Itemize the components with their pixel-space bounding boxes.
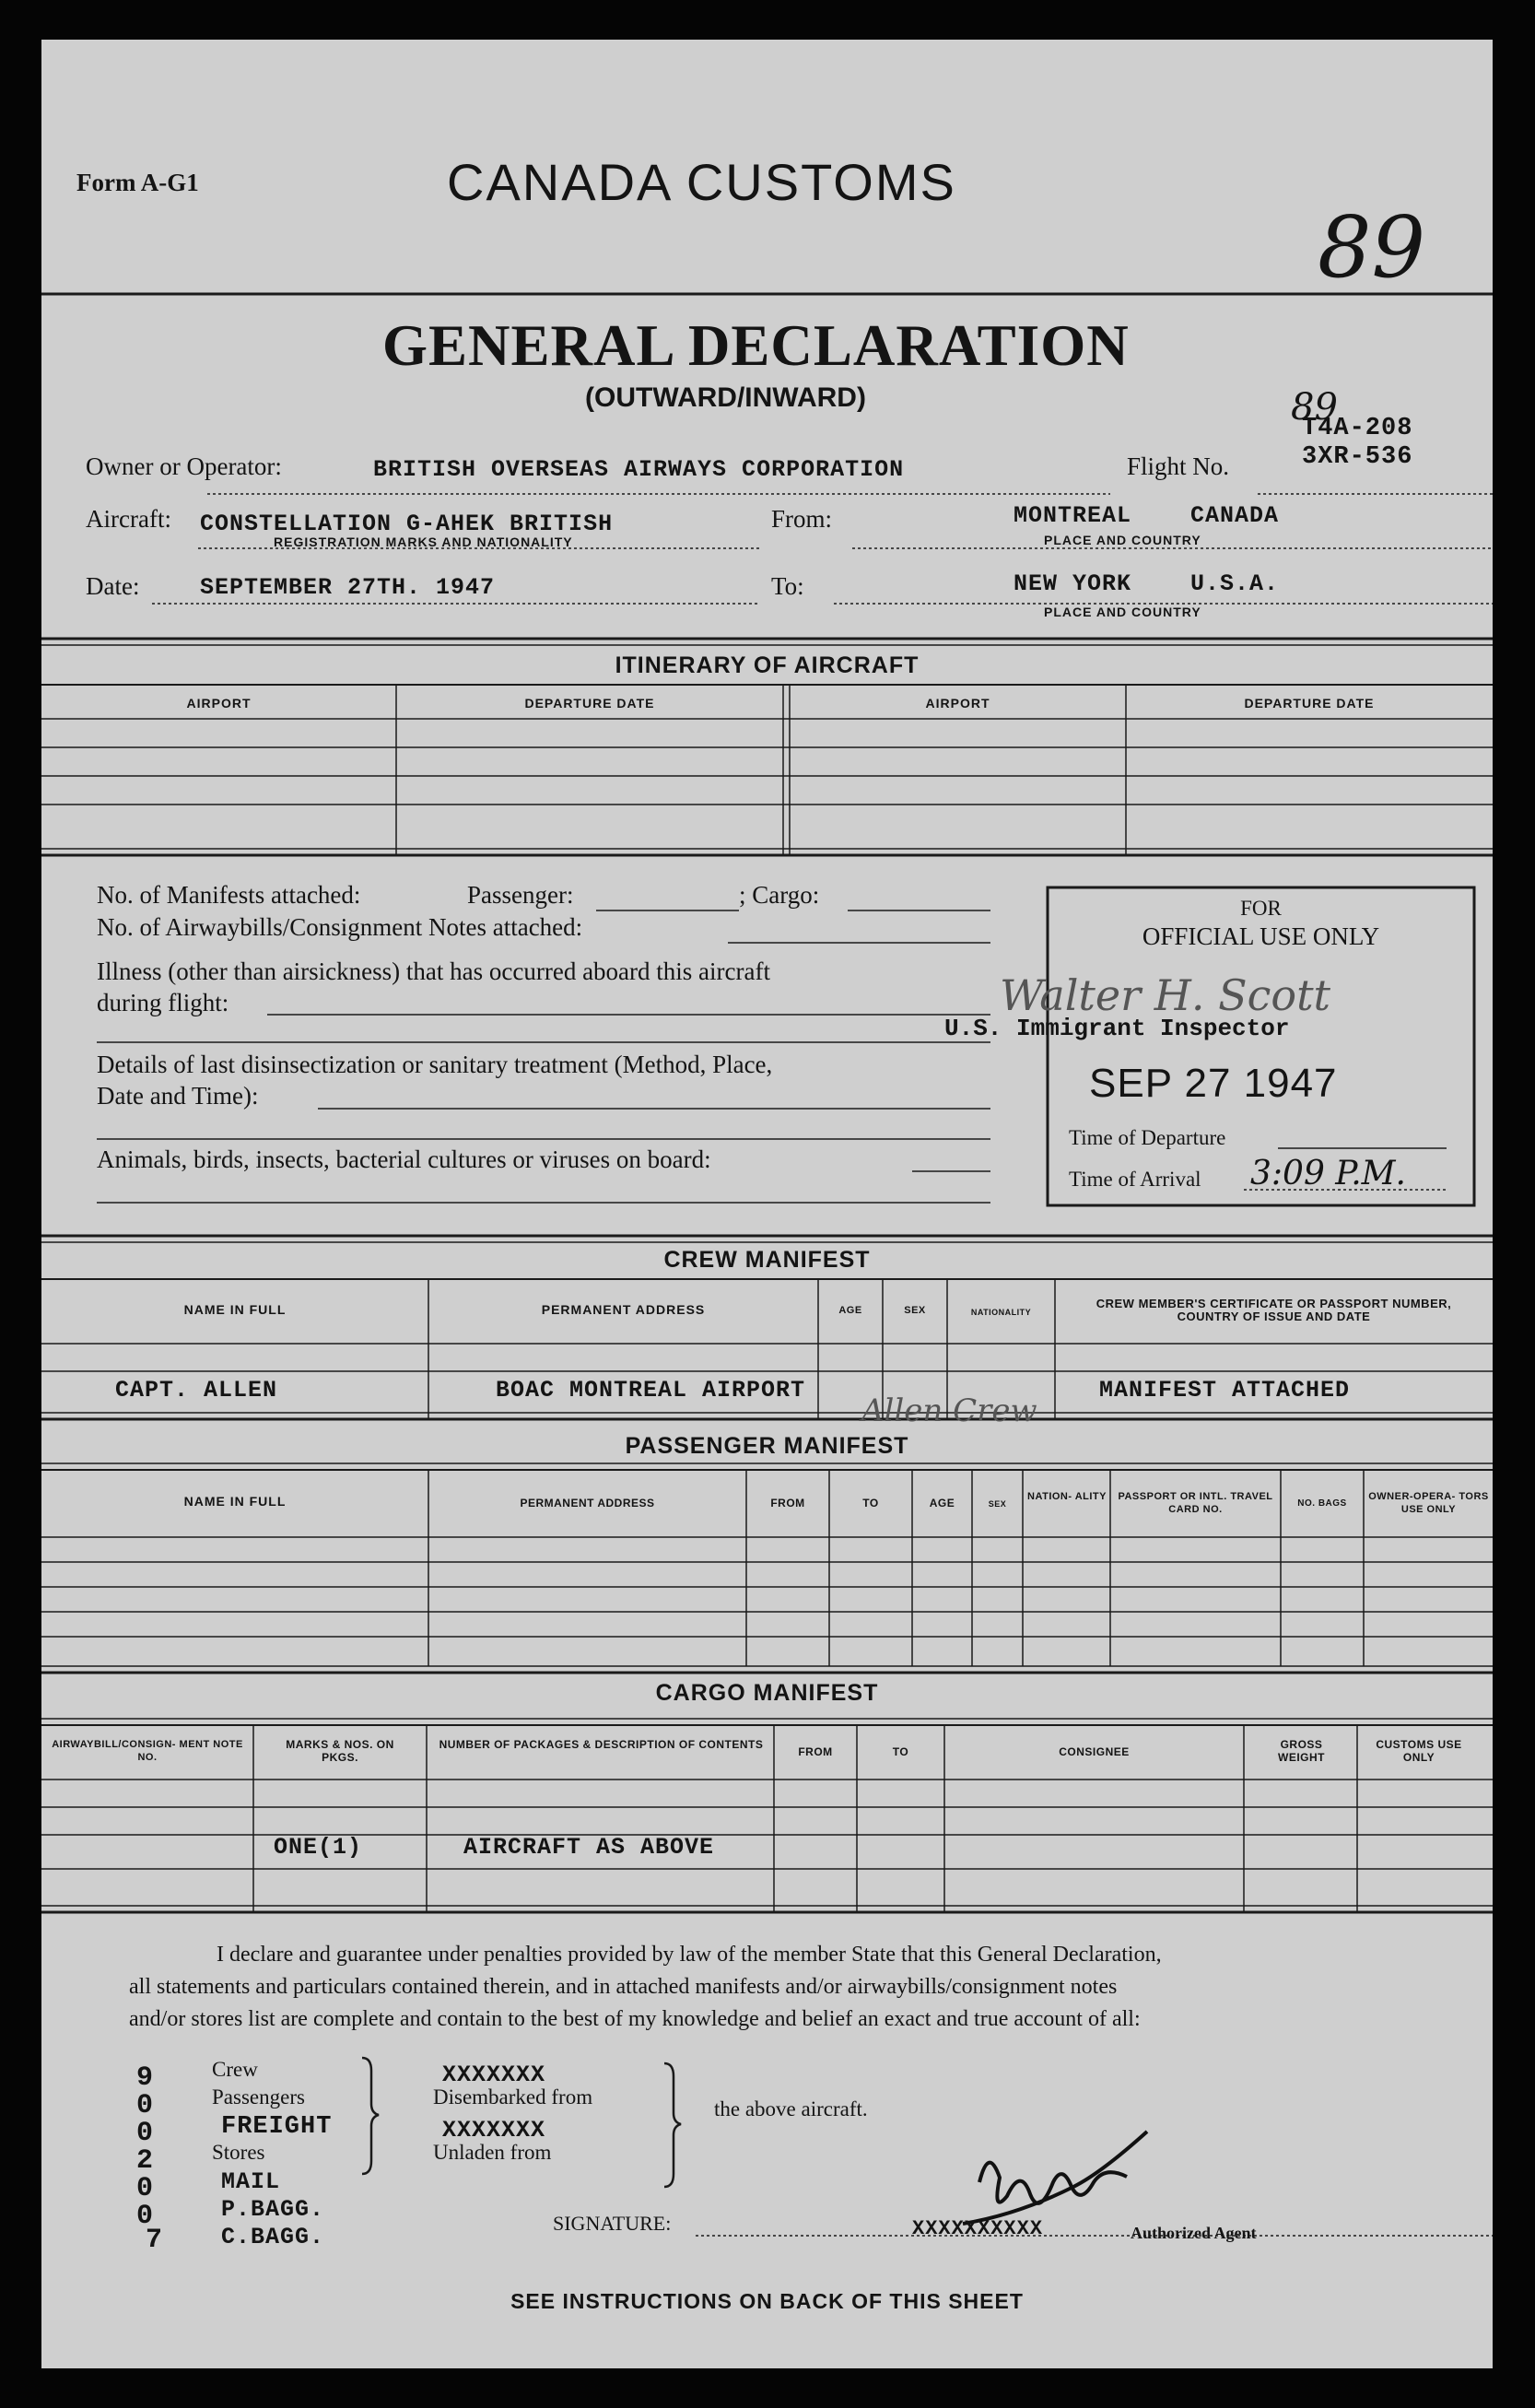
declaration-form [41, 40, 1493, 2368]
passenger-col-owner: OWNER-OPERA- TORS USE ONLY [1368, 1491, 1489, 1515]
declaration-line-3: and/or stores list are complete and contain to the best of my knowledge and belief an exact and true account of all: [129, 2007, 1141, 2031]
from-label: From: [771, 505, 833, 533]
crew-col-name: NAME IN FULL [183, 1302, 287, 1317]
crew-title: CREW MANIFEST [663, 1247, 871, 1273]
item-c-bagg: C.BAGG. [221, 2224, 325, 2250]
agency-title: CANADA CUSTOMS [447, 153, 956, 211]
struck-text: XXXXXXXXXX [912, 2217, 1044, 2240]
passenger-col-address: PERMANENT ADDRESS [520, 1497, 655, 1509]
passenger-col-nationality: NATION- ALITY [1027, 1491, 1107, 1502]
cargo-col-airwaybill: AIRWAYBILL/CONSIGN- MENT NOTE NO. [52, 1739, 243, 1763]
arrival-time-value: 3:09 P.M. [1250, 1155, 1406, 1192]
count-freight: 0 [136, 2118, 155, 2149]
form-number: Form A-G1 [76, 169, 199, 196]
passenger-col-from: FROM [770, 1497, 805, 1509]
owner-label: Owner or Operator: [86, 452, 282, 480]
passenger-col-bags: NO. BAGS [1297, 1498, 1347, 1509]
date-label: Date: [86, 572, 140, 600]
inspector-stamp-title: U.S. Immigrant Inspector [944, 1015, 1290, 1042]
cargo-col-customs: CUSTOMS USE ONLY [1376, 1738, 1462, 1764]
owner-value: BRITISH OVERSEAS AIRWAYS CORPORATION [373, 456, 905, 483]
cargo-marks-value: ONE(1) [274, 1834, 363, 1861]
disinsect-label-1: Details of last disinsectization or sanitary treatment (Method, Place, [97, 1051, 773, 1078]
count-passengers: 0 [136, 2090, 155, 2121]
passenger-col-passport: PASSPORT OR INTL. TRAVEL CARD NO. [1118, 1491, 1273, 1515]
inspector-stamp-date: SEP 27 1947 [1089, 1061, 1338, 1106]
crew-address-value: BOAC MONTREAL AIRPORT [496, 1377, 806, 1404]
action-laden-struck: XXXXXXX [442, 2117, 546, 2144]
item-crew: Crew [212, 2058, 258, 2081]
to-label: To: [771, 572, 804, 600]
passenger-label: Passenger: [467, 881, 574, 909]
aircraft-label: Aircraft: [86, 505, 171, 533]
crew-name-value: CAPT. ALLEN [115, 1377, 278, 1404]
crew-col-age: AGE [838, 1305, 862, 1316]
item-freight: FREIGHT [221, 2113, 333, 2141]
item-p-bagg: P.BAGG. [221, 2196, 325, 2223]
cargo-col-consignee: CONSIGNEE [1059, 1745, 1130, 1758]
aircraft-sub: REGISTRATION MARKS AND NATIONALITY [274, 534, 573, 549]
above-aircraft-text: the above aircraft. [714, 2097, 868, 2120]
count-mail: 0 [136, 2173, 155, 2204]
animals-label: Animals, birds, insects, bacterial cultures or viruses on board: [97, 1145, 711, 1173]
crew-col-nationality: NATIONALITY [970, 1308, 1032, 1317]
cargo-description-value: AIRCRAFT AS ABOVE [463, 1834, 715, 1861]
flight-value-1: T4A-208 [1302, 415, 1413, 442]
passenger-col-age: AGE [929, 1497, 955, 1509]
cargo-label: ; Cargo: [739, 881, 820, 909]
from-value: MONTREAL CANADA [1014, 502, 1280, 529]
manifests-label: No. of Manifests attached: [97, 881, 361, 909]
to-value: NEW YORK U.S.A. [1014, 570, 1280, 597]
arrival-time-label: Time of Arrival [1069, 1168, 1201, 1191]
crew-col-certificate: CREW MEMBER'S CERTIFICATE OR PASSPORT NUMBER, COUNTRY OF ISSUE AND DATE [1096, 1297, 1452, 1323]
declaration-line-2: all statements and particulars contained therein, and in attached manifests and/or airwaybills/consignment notes [129, 1975, 1118, 1999]
itinerary-col-airport-2: AIRPORT [925, 696, 990, 711]
illness-label-1: Illness (other than airsickness) that has occurred aboard this aircraft [97, 957, 770, 985]
from-sub: PLACE AND COUNTRY [1044, 533, 1201, 547]
itinerary-col-departure-1: DEPARTURE DATE [524, 696, 655, 711]
official-title-2: OFFICIAL USE ONLY [1142, 922, 1380, 950]
cargo-title: CARGO MANIFEST [655, 1680, 879, 1706]
instructions-footer: SEE INSTRUCTIONS ON BACK OF THIS SHEET [510, 2289, 1024, 2313]
flight-value-2: 3XR-536 [1302, 443, 1413, 471]
item-passengers: Passengers [212, 2085, 305, 2108]
count-c-bagg: 7 [146, 2225, 164, 2256]
page-subtitle: (OUTWARD/INWARD) [585, 382, 866, 413]
declaration-line-1: I declare and guarantee under penalties provided by law of the member State that this General Declaration, [217, 1943, 1162, 1967]
count-stores: 2 [136, 2145, 155, 2177]
crew-col-address: PERMANENT ADDRESS [541, 1302, 706, 1317]
item-stores: Stores [212, 2141, 265, 2164]
page-title: GENERAL DECLARATION [382, 313, 1130, 378]
flight-label: Flight No. [1127, 452, 1230, 480]
official-title-1: FOR [1240, 897, 1282, 920]
inspector-signature: Walter H. Scott [1000, 970, 1331, 1020]
aircraft-value: CONSTELLATION G-AHEK BRITISH [200, 511, 614, 537]
item-mail: MAIL [221, 2168, 281, 2195]
disinsect-label-2: Date and Time): [97, 1082, 259, 1110]
crew-certificate-value: MANIFEST ATTACHED [1099, 1377, 1351, 1404]
cargo-col-marks: MARKS & NOS. ON PKGS. [286, 1738, 394, 1764]
crew-col-sex: SEX [904, 1305, 926, 1316]
to-sub: PLACE AND COUNTRY [1044, 605, 1201, 619]
signature-label: SIGNATURE: [553, 2212, 672, 2235]
count-crew: 9 [136, 2062, 155, 2094]
itinerary-col-airport-1: AIRPORT [186, 696, 252, 711]
itinerary-title: ITINERARY OF AIRCRAFT [615, 652, 920, 678]
count-p-bagg: 0 [136, 2201, 155, 2232]
crew-handwritten: Allen Crew [861, 1392, 1037, 1429]
cargo-col-to: TO [892, 1745, 909, 1758]
passenger-col-name: NAME IN FULL [183, 1494, 287, 1509]
action-disembarked: Disembarked from [433, 2085, 593, 2108]
action-unladen: Unladen from [433, 2141, 552, 2164]
passenger-col-sex: SEX [988, 1499, 1007, 1509]
agent-label: Authorized Agent [1131, 2224, 1257, 2242]
cargo-col-weight: GROSS WEIGHT [1278, 1738, 1325, 1764]
cargo-col-from: FROM [798, 1745, 833, 1758]
itinerary-col-departure-2: DEPARTURE DATE [1244, 696, 1375, 711]
date-value: SEPTEMBER 27TH. 1947 [200, 574, 496, 601]
handwritten-number: 89 [1318, 198, 1426, 297]
departure-time-label: Time of Departure [1069, 1126, 1226, 1149]
illness-label-2: during flight: [97, 989, 229, 1016]
passenger-col-to: TO [862, 1497, 879, 1509]
flight-value-handwritten: 89 [1291, 386, 1338, 429]
cargo-col-description: NUMBER OF PACKAGES & DESCRIPTION OF CONTENTS [439, 1738, 764, 1751]
action-embarked-struck: XXXXXXX [442, 2061, 546, 2088]
airwaybills-label: No. of Airwaybills/Consignment Notes attached: [97, 913, 583, 941]
passenger-title: PASSENGER MANIFEST [625, 1433, 909, 1459]
